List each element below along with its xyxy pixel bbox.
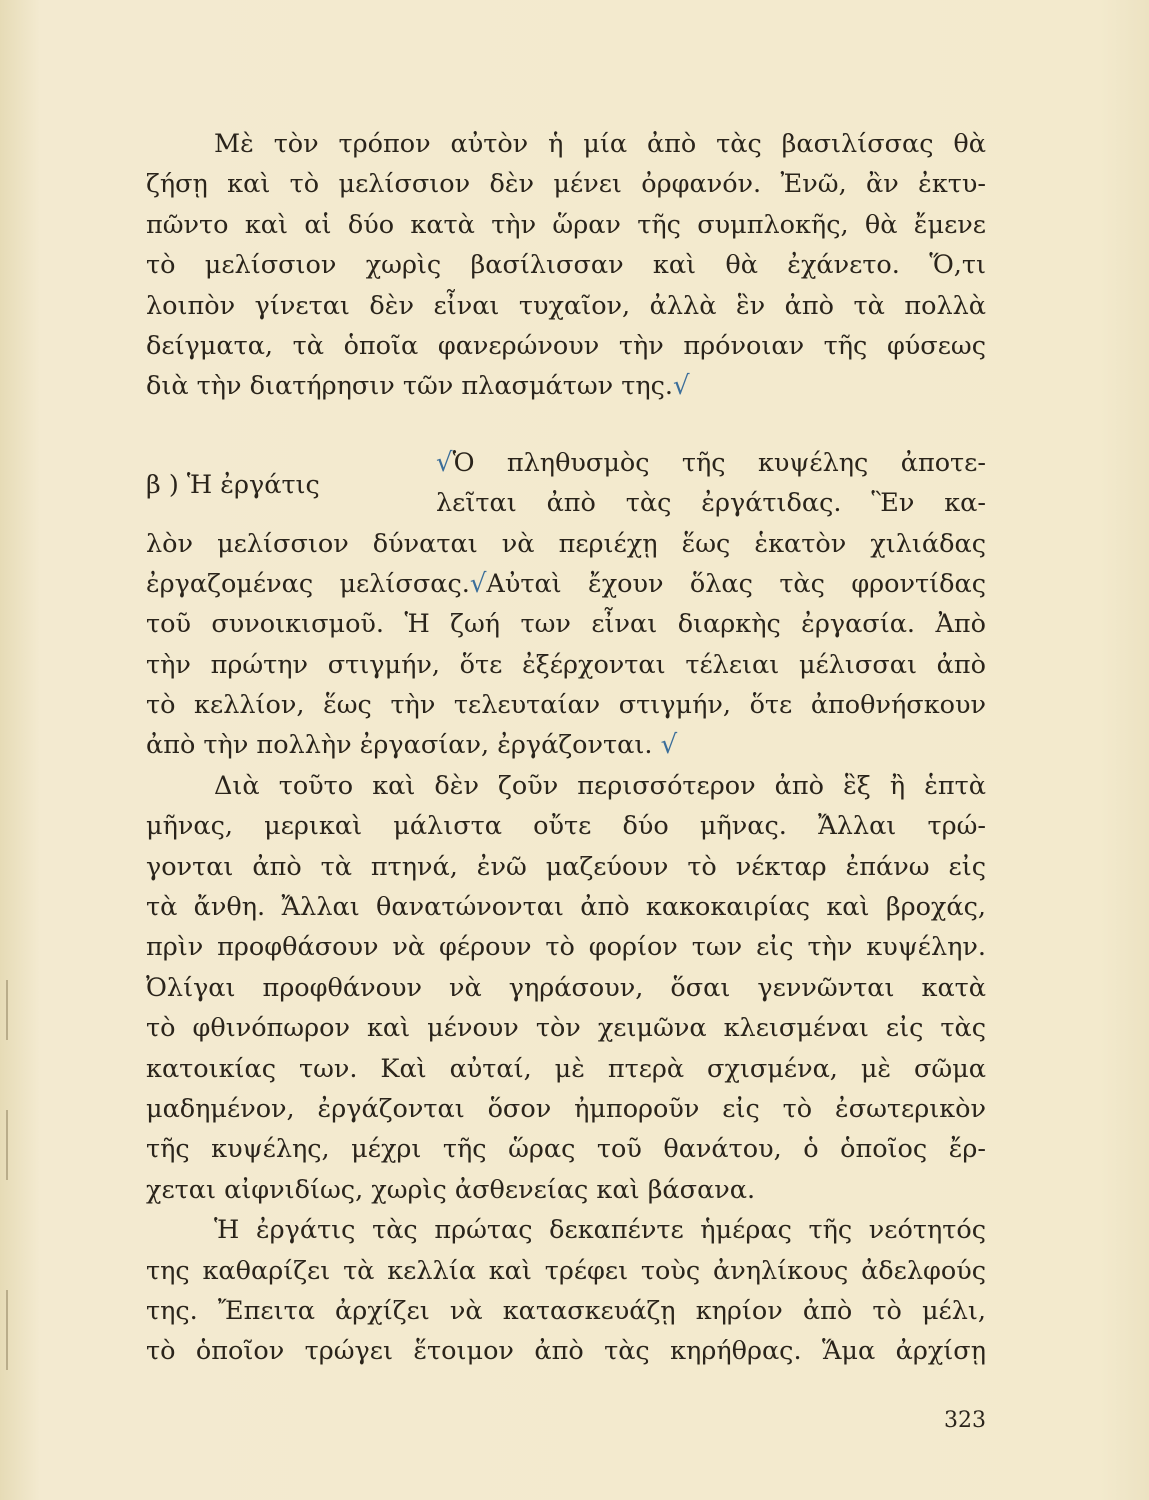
margin-mark bbox=[6, 1110, 8, 1180]
text-line: χεται αἰφνιδίως, χωρὶς ἀσθενείας καὶ βάσανα. bbox=[146, 1174, 756, 1205]
text-line: Διὰ τοῦτο καὶ δὲν ζοῦν περισσότερον ἀπὸ ἓξ ἢ ἑπτὰ bbox=[214, 770, 986, 801]
section-heading: β ) Ἡ ἐργάτις bbox=[146, 469, 320, 500]
text-line: τὸ ὁποῖον τρώγει ἕτοιμον ἀπὸ τὰς κηρήθρας. Ἅμα ἀρχίσῃ bbox=[146, 1336, 986, 1367]
text-line: τὴν πρώτην στιγμήν, ὅτε ἐξέρχονται τέλειαι μέλισσαι ἀπὸ bbox=[146, 649, 986, 680]
text-line bbox=[436, 443, 986, 483]
text-line: κατοικίας των. Καὶ αὐταί, μὲ πτερὰ σχισμένα, μὲ σῶμα bbox=[146, 1053, 986, 1084]
text-line: τὸ μελίσσιον χωρὶς βασίλισσαν καὶ θὰ ἐχάνετο. Ὅ,τι bbox=[146, 250, 986, 281]
text-line: πρὶν προφθάσουν νὰ φέρουν τὸ φορίον των εἰς τὴν κυψέλην. bbox=[146, 932, 986, 963]
text-line: της. Ἔπειτα ἀρχίζει νὰ κατασκευάζῃ κηρίον ἀπὸ τὸ μέλι, bbox=[146, 1295, 986, 1326]
text-line: τὸ κελλίον, ἕως τὴν τελευταίαν στιγμήν, ὅτε ἀποθνήσκουν bbox=[146, 690, 986, 721]
paragraph-gap bbox=[146, 407, 986, 443]
text-line: μαδημένον, ἐργάζονται ὅσον ἠμποροῦν εἰς τὸ ἐσωτερικὸν bbox=[146, 1094, 986, 1124]
text-line: τὰ ἄνθη. Ἄλλαι θανατώνονται ἀπὸ κακοκαιρίας καὶ βροχάς, bbox=[146, 892, 986, 923]
text-line bbox=[146, 366, 986, 406]
line-text: ἐργαζομένας μελίσσας. bbox=[146, 568, 470, 599]
text-line: τῆς κυψέλης, μέχρι τῆς ὥρας τοῦ θανάτου, ὁ ὁποῖος ἔρ- bbox=[146, 1134, 986, 1165]
margin-mark bbox=[6, 980, 8, 1040]
heading-text bbox=[436, 443, 986, 524]
line-text: Αὐταὶ ἔχουν ὅλας τὰς φροντίδας bbox=[486, 568, 986, 599]
text-line: δείγματα, τὰ ὁποῖα φανερώνουν τὴν πρόνοιαν τῆς φύσεως bbox=[146, 330, 986, 361]
check-mark-icon: √ bbox=[673, 371, 690, 402]
text-line bbox=[146, 725, 986, 765]
text-line: γονται ἀπὸ τὰ πτηνά, ἐνῶ μαζεύουν τὸ νέκταρ ἐπάνω εἰς bbox=[146, 851, 986, 882]
body-text bbox=[146, 124, 986, 1372]
text-line: Μὲ τὸν τρόπον αὐτὸν ἡ μία ἀπὸ τὰς βασιλίσσας θὰ bbox=[214, 129, 986, 159]
text-line: τὸ φθινόπωρον καὶ μένουν τὸν χειμῶνα κλεισμέναι εἰς τὰς bbox=[146, 1013, 986, 1044]
text-line bbox=[146, 564, 986, 604]
line-text: διὰ τὴν διατήρησιν τῶν πλασμάτων της. bbox=[146, 371, 674, 402]
check-mark-icon: √ bbox=[436, 447, 453, 478]
text-line: Ὀλίγαι προφθάνουν νὰ γηράσουν, ὅσαι γεννῶνται κατὰ bbox=[146, 972, 986, 1003]
section-heading-block bbox=[146, 443, 986, 524]
line-text: ἀπὸ τὴν πολλὴν ἐργασίαν, ἐργάζονται. bbox=[146, 730, 653, 761]
text-line: ζήσῃ καὶ τὸ μελίσσιον δὲν μένει ὀρφανόν. Ἐνῶ, ἂν ἐκτυ- bbox=[146, 169, 986, 200]
text-line: λοιπὸν γίνεται δὲν εἶναι τυχαῖον, ἀλλὰ ἓν ἀπὸ τὰ πολλὰ bbox=[146, 290, 986, 321]
text-line: λεῖται ἀπὸ τὰς ἐργάτιδας. Ἓν κα- bbox=[436, 488, 986, 519]
text-line: τοῦ συνοικισμοῦ. Ἡ ζωή των εἶναι διαρκὴς ἐργασία. Ἀπὸ bbox=[146, 609, 986, 640]
text-line: πῶντο καὶ αἱ δύο κατὰ τὴν ὥραν τῆς συμπλοκῆς, θὰ ἔμενε bbox=[146, 209, 986, 240]
page-number: 323 bbox=[944, 1408, 986, 1433]
check-mark-icon: √ bbox=[469, 568, 487, 599]
text-line: λὸν μελίσσιον δύναται νὰ περιέχῃ ἕως ἑκατὸν χιλιάδας bbox=[146, 528, 986, 559]
margin-mark bbox=[6, 1290, 8, 1370]
text-line: της καθαρίζει τὰ κελλία καὶ τρέφει τοὺς ἀνηλίκους ἀδελφούς bbox=[146, 1255, 986, 1286]
text-line: μῆνας, μερικαὶ μάλιστα οὔτε δύο μῆνας. Ἄλλαι τρώ- bbox=[146, 811, 986, 842]
check-mark-icon: √ bbox=[660, 730, 678, 761]
text-line: Ἡ ἐργάτις τὰς πρώτας δεκαπέντε ἡμέρας τῆς νεότητός bbox=[214, 1215, 986, 1246]
line-text: Ὁ πληθυσμὸς τῆς κυψέλης ἀποτε- bbox=[452, 447, 986, 478]
